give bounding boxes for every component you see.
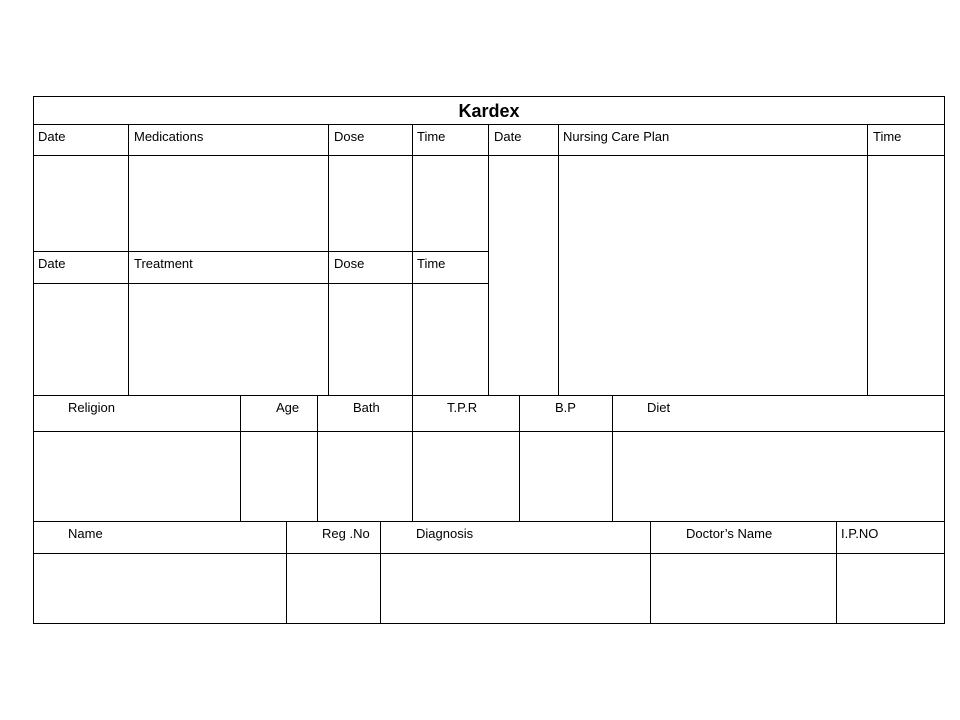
age-header: Age [276,400,300,415]
border-bottom [33,623,945,624]
tpr-header: T.P.R [447,400,478,415]
care-plan-date-cell[interactable] [489,156,558,395]
bp-cell[interactable] [520,432,612,521]
religion-cell[interactable] [34,432,240,521]
ip-no-cell[interactable] [837,554,944,623]
name-cell[interactable] [34,554,286,623]
med-date-cell[interactable] [34,156,128,251]
diet-cell[interactable] [613,432,944,521]
doctors-name-header: Doctor’s Name [686,526,773,541]
vitals-header-top [33,395,945,396]
treatment-time-cell[interactable] [413,284,488,395]
ip-no-header: I.P.NO [841,526,879,541]
nursing-care-plan-header: Nursing Care Plan [563,129,670,144]
care-plan-time-header: Time [873,129,902,144]
med-dose-cell[interactable] [329,156,412,251]
religion-header: Religion [68,400,115,415]
border-top [33,96,945,97]
care-plan-date-header: Date [494,129,522,144]
reg-no-header: Reg .No [322,526,370,541]
bp-header: B.P [555,400,576,415]
med-dose-header: Dose [334,129,365,144]
age-cell[interactable] [241,432,317,521]
reg-no-cell[interactable] [287,554,380,623]
treatment-cell[interactable] [129,284,328,395]
diagnosis-cell[interactable] [381,554,650,623]
treatment-date-cell[interactable] [34,284,128,395]
bath-header: Bath [353,400,380,415]
doctors-name-cell[interactable] [651,554,836,623]
treatment-header-top [33,251,489,252]
treatment-dose-cell[interactable] [329,284,412,395]
form-title: Kardex [458,101,520,121]
tpr-cell[interactable] [413,432,519,521]
medications-header: Medications [134,129,204,144]
title-divider [33,124,945,125]
treatment-time-header: Time [417,256,446,271]
med-time-header: Time [417,129,446,144]
treatment-date-header: Date [38,256,66,271]
border-right [944,96,945,624]
bath-cell[interactable] [318,432,412,521]
med-time-cell[interactable] [413,156,488,251]
patient-header-top [33,521,945,522]
name-header: Name [68,526,103,541]
treatment-header: Treatment [134,256,193,271]
treatment-dose-header: Dose [334,256,365,271]
med-date-header: Date [38,129,66,144]
care-plan-time-cell[interactable] [868,156,944,395]
diagnosis-header: Diagnosis [416,526,474,541]
diet-header: Diet [647,400,671,415]
nursing-care-plan-cell[interactable] [559,156,867,395]
medications-cell[interactable] [129,156,328,251]
